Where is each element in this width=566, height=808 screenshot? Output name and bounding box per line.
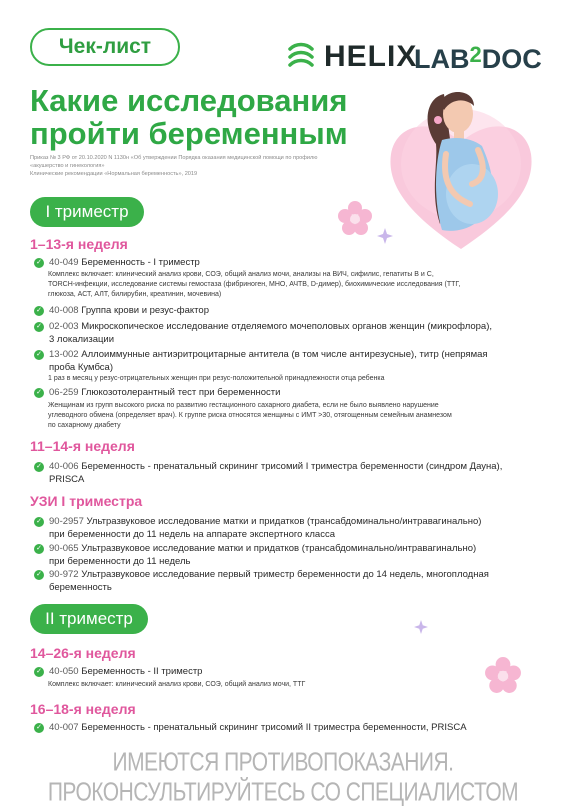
references (30, 154, 370, 178)
check-icon: ✓ (34, 517, 44, 527)
item-code: 06-259 (49, 387, 79, 398)
item-text: Аллоиммунные антиэритроцитарные антитела (в том числе антирезусные), титр (непрямая (81, 349, 488, 360)
reference-line: «акушерство и гинекология» (30, 163, 105, 169)
item-note: 1 раз в месяц у резус-отрицательных женщин при резус-положительной принадлежности отца ребенка (48, 375, 385, 382)
pregnant-woman-illustration (386, 84, 536, 254)
item-text: Глюкозотолерантный тест при беременности (81, 387, 281, 398)
note-line: TORCH-инфекции, исследование системы гемостаза (фибриноген, МНО, АЧТВ, D-димер), биохимические исследования (ТТГ, (48, 281, 461, 288)
item-code: 40-050 (49, 666, 79, 677)
week-heading: 16–18-я неделя (30, 701, 136, 717)
item-text: Ультразвуковое исследование матки и придатков (трансабдоминально/интравагинально) (81, 543, 477, 554)
check-icon: ✓ (34, 544, 44, 554)
sparkle-icon (377, 228, 393, 244)
note-line: глюкоза, АСТ, АЛТ, билирубин, креатинин, мочевина) (48, 291, 222, 298)
note-line: Комплекс включает: клинический анализ крови, СОЭ, общий анализ мочи, анализы на ВИЧ, сифилис, гепатиты В и С, (48, 271, 434, 278)
item-text: Беременность - I триместр (81, 257, 200, 268)
item-code: 02-003 (49, 321, 79, 332)
item-text: Микроскопическое исследование отделяемого мочеполовых органов женщин (микрофлора), (81, 321, 493, 332)
disclaimer-footer: ИМЕЮТСЯ ПРОТИВОПОКАЗАНИЯ. ПРОКОНСУЛЬТИРУЙТЕСЬ СО СПЕЦИАЛИСТОМ (47, 748, 519, 807)
check-icon: ✓ (34, 350, 44, 360)
note-line: Женщинам из групп высокого риска по развитию гестационного сахарного диабета, если не было выявлено нарушение (48, 402, 439, 409)
page-title-line1: Какие исследования (30, 83, 348, 118)
item-text: Ультразвуковое исследование матки и придатков (трансабдоминально/интравагинально) (86, 516, 482, 527)
page-title (30, 84, 370, 150)
item-code: 40-008 (49, 305, 79, 316)
lab2doc-logo-two: 2 (469, 42, 482, 67)
item-text-cont: 3 локализации (49, 334, 115, 345)
item-text: Ультразвуковое исследование первый триместр беременности до 14 недель, многоплодная (81, 569, 489, 580)
page-title-line2: пройти беременным (30, 116, 348, 151)
lab2doc-logo-lab: LAB (414, 44, 470, 74)
ultrasound-heading: УЗИ I триместра (30, 493, 143, 509)
item-text-cont: при беременности до 11 недель на аппарате экспертного класса (49, 529, 335, 540)
helix-logo-text: HELIX (324, 40, 418, 73)
sparkle-icon (414, 620, 428, 634)
flower-icon (337, 200, 373, 236)
item-code: 40-049 (49, 257, 79, 268)
week-heading: 14–26-я неделя (30, 645, 136, 661)
item-text: Группа крови и резус-фактор (81, 305, 209, 316)
item-note: Комплекс включает: клинический анализ крови, СОЭ, общий анализ мочи, ТТГ (48, 681, 306, 688)
note-line: по сахарному диабету (48, 422, 121, 429)
lab2doc-logo (414, 44, 542, 75)
reference-line: Приказ № 3 РФ от 20.10.2020 N 1130н «Об утверждении Порядка оказания медицинской помощи по профилю (30, 155, 318, 161)
trimester-1-label: I триместр (30, 197, 144, 227)
reference-line: Клинические рекомендации «Нормальная беременность», 2019 (30, 171, 198, 177)
item-text: Беременность - II триместр (81, 666, 203, 677)
item-text-cont: PRISCA (49, 474, 85, 485)
check-icon: ✓ (34, 667, 44, 677)
item-note (48, 401, 543, 431)
item-code: 40-006 (49, 461, 79, 472)
week-heading: 1–13-я неделя (30, 236, 128, 252)
note-line: углеводного обмена (определяет врач). К группе риска относятся женщины с ИМТ >30, отягощенным семейным анамнезом (48, 412, 452, 419)
checklist-badge: Чек-лист (30, 28, 180, 66)
check-icon: ✓ (34, 570, 44, 580)
helix-logo (286, 40, 417, 74)
week-heading: 11–14-я неделя (30, 438, 135, 454)
check-icon: ✓ (34, 723, 44, 733)
check-icon: ✓ (34, 462, 44, 472)
check-icon: ✓ (34, 258, 44, 268)
check-icon: ✓ (34, 388, 44, 398)
helix-logo-icon (286, 41, 318, 73)
item-text-cont: при беременности до 11 недель (49, 556, 191, 567)
item-code: 40-007 (49, 722, 79, 733)
item-code: 90-2957 (49, 516, 84, 527)
item-code: 90-065 (49, 543, 79, 554)
item-note (48, 270, 543, 300)
check-icon: ✓ (34, 322, 44, 332)
item-text-cont: проба Кумбса) (49, 362, 113, 373)
item-text-cont: беременность (49, 582, 112, 593)
check-icon: ✓ (34, 306, 44, 316)
item-code: 13-002 (49, 349, 79, 360)
lab2doc-logo-doc: DOC (481, 44, 542, 74)
trimester-2-label: II триместр (30, 604, 148, 634)
item-code: 90-972 (49, 569, 79, 580)
item-text: Беременность - пренатальный скрининг трисомий II триместра беременности, PRISCA (81, 722, 467, 733)
item-text: Беременность - пренатальный скрининг трисомий I триместра беременности (синдром Дауна), (81, 461, 503, 472)
